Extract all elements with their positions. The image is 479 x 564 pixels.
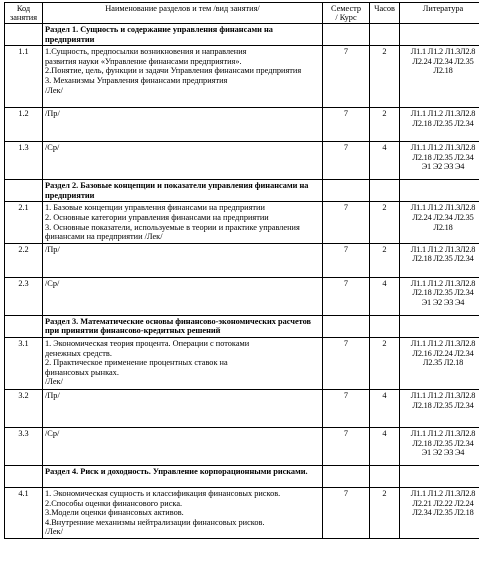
- section-empty-cell: [370, 315, 400, 337]
- row-hours: 2: [370, 46, 400, 108]
- table-row: [5, 46, 479, 108]
- section-empty-cell: [323, 315, 370, 337]
- section-row: [5, 24, 479, 46]
- section-code-cell: [5, 180, 43, 202]
- section-row: [5, 465, 479, 487]
- section-empty-cell: [323, 180, 370, 202]
- section-empty-cell: [370, 465, 400, 487]
- row-hours: 4: [370, 277, 400, 315]
- section-empty-cell: [323, 465, 370, 487]
- header-code: Код занятия: [5, 3, 43, 24]
- table-row: [5, 108, 479, 142]
- section-title: Раздел 1. Сущность и содержание управления финансами на предприятии: [43, 24, 323, 46]
- table-row: [5, 427, 479, 465]
- row-semester: 7: [323, 337, 370, 389]
- row-hours: 4: [370, 389, 400, 427]
- row-literature: Л1.1 Л1.2 Л1.3Л2.8 Л2.18 Л2.35 Л2.34: [400, 108, 479, 142]
- row-semester: 7: [323, 142, 370, 180]
- row-hours: 2: [370, 202, 400, 243]
- row-topic: /Ср/: [43, 277, 323, 315]
- section-empty-cell: [400, 465, 479, 487]
- row-hours: 4: [370, 427, 400, 465]
- header-literature: Литература: [400, 3, 479, 24]
- section-title: Раздел 4. Риск и доходность. Управление корпорационными рисками.: [43, 465, 323, 487]
- row-literature: Л1.1 Л1.2 Л1.3Л2.8 Л2.24 Л2.34 Л2.35 Л2.18: [400, 202, 479, 243]
- section-code-cell: [5, 24, 43, 46]
- row-literature: Л1.1 Л1.2 Л1.3Л2.8 Л2.21 Л2.22 Л2.24 Л2.34 Л2.35 Л2.18: [400, 487, 479, 538]
- section-code-cell: [5, 315, 43, 337]
- header-semester: Семестр / Курс: [323, 3, 370, 24]
- section-empty-cell: [370, 180, 400, 202]
- table-row: [5, 277, 479, 315]
- row-literature: Л1.1 Л1.2 Л1.3Л2.8 Л2.18 Л2.35 Л2.34 Э1 Э2 Э3 Э4: [400, 277, 479, 315]
- row-hours: 2: [370, 337, 400, 389]
- row-code: 2.1: [5, 202, 43, 243]
- table-header-row: [5, 3, 479, 24]
- row-literature: Л1.1 Л1.2 Л1.3Л2.8 Л2.18 Л2.35 Л2.34: [400, 243, 479, 277]
- section-empty-cell: [400, 180, 479, 202]
- row-hours: 2: [370, 243, 400, 277]
- section-title: Раздел 2. Базовые концепции и показатели управления финансами на предприятии: [43, 180, 323, 202]
- section-row: [5, 315, 479, 337]
- row-code: 4.1: [5, 487, 43, 538]
- curriculum-table-wrapper: [4, 2, 475, 539]
- row-topic: /Пр/: [43, 389, 323, 427]
- table-row: [5, 487, 479, 538]
- row-code: 2.2: [5, 243, 43, 277]
- row-literature: Л1.1 Л1.2 Л1.3Л2.8 Л2.18 Л2.35 Л2.34 Э1 Э2 Э3 Э4: [400, 427, 479, 465]
- table-row: [5, 243, 479, 277]
- table-row: [5, 202, 479, 243]
- row-semester: 7: [323, 487, 370, 538]
- row-semester: 7: [323, 389, 370, 427]
- row-topic: 1. Экономическая теория процента. Операции с потоками денежных средств. 2. Практическое применение процентных ставок на финансовых рынках. /Лек/: [43, 337, 323, 389]
- row-semester: 7: [323, 243, 370, 277]
- row-semester: 7: [323, 202, 370, 243]
- section-title: Раздел 3. Математические основы финансово-экономических расчетов при принятии финансово-кредитных решений: [43, 315, 323, 337]
- row-code: 2.3: [5, 277, 43, 315]
- table-row: [5, 142, 479, 180]
- header-hours: Часов: [370, 3, 400, 24]
- row-topic: 1. Экономическая сущность и классификация финансовых рисков. 2.Способы оценки финансового риска. 3.Модели оценки финансовых активов. 4.Внутренние механизмы нейтрализации финансовых рисков. /Лек/: [43, 487, 323, 538]
- section-empty-cell: [323, 24, 370, 46]
- row-semester: 7: [323, 46, 370, 108]
- row-topic: 1. Базовые концепции управления финансами на предприятии 2. Основные категории управления финансами на предприятии 3. Основные показатели, используемые в теории и практике управления финансами на предприятии /Лек/: [43, 202, 323, 243]
- row-topic: 1.Сущность, предпосылки возникновения и направления развития науки «Управление финансами предприятия». 2.Понятие, цель, функции и задачи Управления финансами предприятия 3. Механизмы Управления финансами предприятия /Лек/: [43, 46, 323, 108]
- table-row: [5, 389, 479, 427]
- curriculum-table: [4, 2, 479, 539]
- row-hours: 4: [370, 142, 400, 180]
- row-code: 3.2: [5, 389, 43, 427]
- row-semester: 7: [323, 277, 370, 315]
- row-literature: Л1.1 Л1.2 Л1.3Л2.8 Л2.24 Л2.34 Л2.35 Л2.18: [400, 46, 479, 108]
- row-hours: 2: [370, 108, 400, 142]
- row-topic: /Пр/: [43, 243, 323, 277]
- row-literature: Л1.1 Л1.2 Л1.3Л2.8 Л2.16 Л2.24 Л2.34 Л2.35 Л2.18: [400, 337, 479, 389]
- section-empty-cell: [400, 24, 479, 46]
- section-empty-cell: [370, 24, 400, 46]
- table-body: [5, 24, 479, 539]
- row-hours: 2: [370, 487, 400, 538]
- section-empty-cell: [400, 315, 479, 337]
- row-topic: /Пр/: [43, 108, 323, 142]
- row-semester: 7: [323, 427, 370, 465]
- table-row: [5, 337, 479, 389]
- row-code: 3.1: [5, 337, 43, 389]
- row-code: 3.3: [5, 427, 43, 465]
- row-literature: Л1.1 Л1.2 Л1.3Л2.8 Л2.18 Л2.35 Л2.34 Э1 Э2 Э3 Э4: [400, 142, 479, 180]
- row-topic: /Ср/: [43, 427, 323, 465]
- section-row: [5, 180, 479, 202]
- header-name: Наименование разделов и тем /вид занятия/: [43, 3, 323, 24]
- row-topic: /Ср/: [43, 142, 323, 180]
- row-literature: Л1.1 Л1.2 Л1.3Л2.8 Л2.18 Л2.35 Л2.34: [400, 389, 479, 427]
- section-code-cell: [5, 465, 43, 487]
- row-code: 1.1: [5, 46, 43, 108]
- row-code: 1.3: [5, 142, 43, 180]
- row-code: 1.2: [5, 108, 43, 142]
- row-semester: 7: [323, 108, 370, 142]
